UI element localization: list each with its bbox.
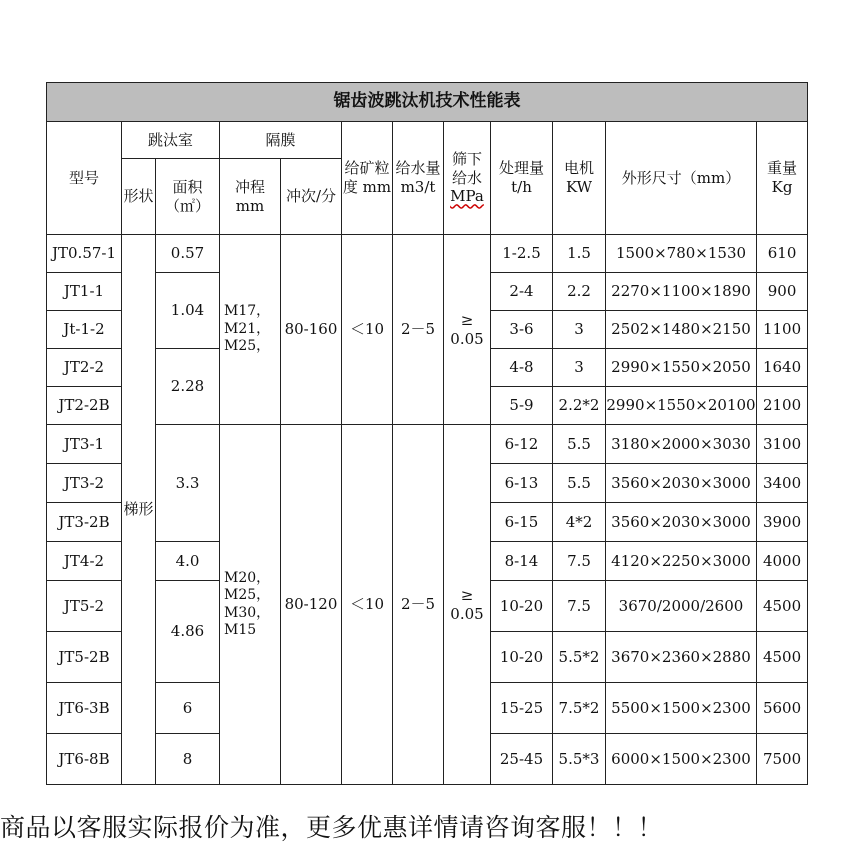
cell-capacity: 6-15 <box>491 503 553 542</box>
cell-motor: 1.5 <box>553 235 606 273</box>
header-screen-water <box>444 122 491 235</box>
footer-notice: 商品以客服实际报价为准，更多优惠详情请咨询客服！！！ <box>0 813 664 842</box>
header-stroke: 冲程 mm <box>220 159 281 235</box>
cell-weight: 5600 <box>757 683 808 734</box>
cell-weight: 900 <box>757 273 808 311</box>
cell-dimensions: 2990×1550×2050 <box>606 349 757 387</box>
cell-screen-water-group2: ≥ 0.05 <box>444 425 491 785</box>
header-screen-water-line1: 筛下 <box>451 149 482 168</box>
cell-model: JT2-2 <box>47 349 122 387</box>
cell-capacity: 8-14 <box>491 542 553 581</box>
cell-model: JT6-3B <box>47 683 122 734</box>
cell-motor: 2.2*2 <box>553 387 606 425</box>
cell-area: 6 <box>156 683 220 734</box>
header-chamber-shape: 形状 <box>122 159 156 235</box>
cell-feed-size-group2: ＜10 <box>342 425 393 785</box>
cell-motor: 3 <box>553 349 606 387</box>
cell-motor: 5.5 <box>553 464 606 503</box>
header-weight: 重量 Kg <box>757 122 808 235</box>
cell-dimensions: 3670/2000/2600 <box>606 581 757 632</box>
cell-motor: 5.5 <box>553 425 606 464</box>
spec-table <box>46 82 808 785</box>
cell-model: JT3-2 <box>47 464 122 503</box>
cell-capacity: 6-13 <box>491 464 553 503</box>
cell-model: JT1-1 <box>47 273 122 311</box>
cell-weight: 1640 <box>757 349 808 387</box>
header-feed-size: 给矿粒度 mm <box>342 122 393 235</box>
cell-capacity: 4-8 <box>491 349 553 387</box>
cell-dimensions: 3670×2360×2880 <box>606 632 757 683</box>
cell-dimensions: 3560×2030×3000 <box>606 503 757 542</box>
cell-weight: 1100 <box>757 311 808 349</box>
cell-dimensions: 2990×1550×20100 <box>606 387 757 425</box>
cell-weight: 7500 <box>757 734 808 785</box>
cell-capacity: 5-9 <box>491 387 553 425</box>
cell-capacity: 2-4 <box>491 273 553 311</box>
cell-weight: 4000 <box>757 542 808 581</box>
header-chamber-area: 面积（㎡） <box>156 159 220 235</box>
cell-area: 2.28 <box>156 349 220 425</box>
cell-motor: 3 <box>553 311 606 349</box>
cell-weight: 3100 <box>757 425 808 464</box>
cell-capacity: 6-12 <box>491 425 553 464</box>
header-diaphragm: 隔膜 <box>220 122 342 159</box>
header-dimensions: 外形尺寸（mm） <box>606 122 757 235</box>
cell-weight: 4500 <box>757 581 808 632</box>
cell-dimensions: 4120×2250×3000 <box>606 542 757 581</box>
header-capacity: 处理量 t/h <box>491 122 553 235</box>
cell-water-group2: 2－5 <box>393 425 444 785</box>
cell-water-group1: 2－5 <box>393 235 444 425</box>
table-title: 锯齿波跳汰机技术性能表 <box>47 83 808 122</box>
cell-motor: 7.5 <box>553 581 606 632</box>
cell-dimensions: 2502×1480×2150 <box>606 311 757 349</box>
cell-frequency-group1: 80-160 <box>281 235 342 425</box>
cell-model: JT3-2B <box>47 503 122 542</box>
cell-frequency-group2: 80-120 <box>281 425 342 785</box>
cell-capacity: 25-45 <box>491 734 553 785</box>
cell-stroke-group2: M20，M25，M30，M15 <box>220 425 281 785</box>
cell-screen-water-group1: ≥ 0.05 <box>444 235 491 425</box>
cell-motor: 4*2 <box>553 503 606 542</box>
header-water-supply: 给水量 m3/t <box>393 122 444 235</box>
cell-motor: 7.5 <box>553 542 606 581</box>
cell-dimensions: 3180×2000×3030 <box>606 425 757 464</box>
cell-model: Jt-1-2 <box>47 311 122 349</box>
cell-motor: 7.5*2 <box>553 683 606 734</box>
cell-motor: 2.2 <box>553 273 606 311</box>
cell-feed-size-group1: ＜10 <box>342 235 393 425</box>
cell-weight: 610 <box>757 235 808 273</box>
cell-model: JT5-2B <box>47 632 122 683</box>
cell-model: JT2-2B <box>47 387 122 425</box>
cell-dimensions: 6000×1500×2300 <box>606 734 757 785</box>
cell-model: JT3-1 <box>47 425 122 464</box>
cell-area: 3.3 <box>156 425 220 542</box>
header-chamber: 跳汰室 <box>122 122 220 159</box>
cell-dimensions: 2270×1100×1890 <box>606 273 757 311</box>
cell-weight: 3400 <box>757 464 808 503</box>
header-motor: 电机 KW <box>553 122 606 235</box>
cell-area: 4.0 <box>156 542 220 581</box>
cell-model: JT0.57-1 <box>47 235 122 273</box>
cell-model: JT6-8B <box>47 734 122 785</box>
cell-motor: 5.5*2 <box>553 632 606 683</box>
cell-capacity: 1-2.5 <box>491 235 553 273</box>
header-screen-water-line2: 给水 <box>451 168 482 187</box>
cell-weight: 3900 <box>757 503 808 542</box>
cell-capacity: 15-25 <box>491 683 553 734</box>
header-model: 型号 <box>47 122 122 235</box>
header-frequency: 冲次/分 <box>281 159 342 235</box>
cell-model: JT5-2 <box>47 581 122 632</box>
cell-capacity: 10-20 <box>491 581 553 632</box>
cell-area: 8 <box>156 734 220 785</box>
cell-capacity: 10-20 <box>491 632 553 683</box>
cell-area: 4.86 <box>156 581 220 683</box>
cell-dimensions: 1500×780×1530 <box>606 235 757 273</box>
cell-motor: 5.5*3 <box>553 734 606 785</box>
cell-dimensions: 3560×2030×3000 <box>606 464 757 503</box>
cell-shape: 梯形 <box>122 235 156 785</box>
cell-model: JT4-2 <box>47 542 122 581</box>
cell-capacity: 3-6 <box>491 311 553 349</box>
cell-weight: 4500 <box>757 632 808 683</box>
cell-area: 0.57 <box>156 235 220 273</box>
cell-area: 1.04 <box>156 273 220 349</box>
cell-dimensions: 5500×1500×2300 <box>606 683 757 734</box>
cell-weight: 2100 <box>757 387 808 425</box>
header-screen-water-unit: MPa <box>450 187 484 206</box>
cell-stroke-group1: M17，M21，M25， <box>220 235 281 425</box>
